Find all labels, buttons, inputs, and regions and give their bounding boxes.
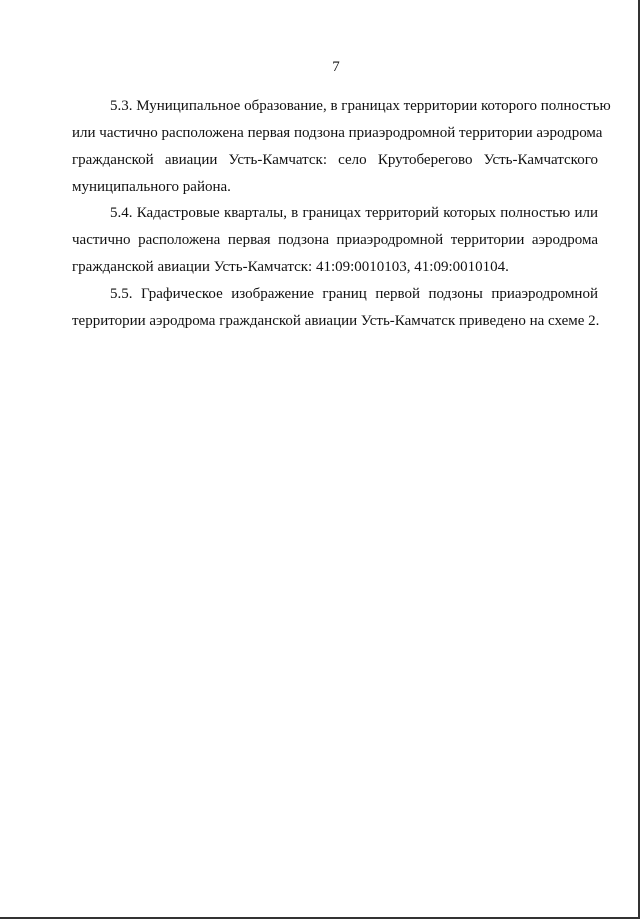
text-line: муниципального района. <box>72 179 231 195</box>
text-line: 5.3. Муниципальное образование, в границах территории которого полностью <box>110 98 611 114</box>
text-line: гражданской авиации Усть-Камчатск: 41:09:0010103, 41:09:0010104. <box>72 259 509 275</box>
text-line: 5.4. Кадастровые кварталы, в границах территорий которых полностью или <box>110 205 598 221</box>
text-line: территории аэродрома гражданской авиации Усть-Камчатск приведено на схеме 2. <box>72 313 600 329</box>
page-number: 7 <box>332 59 340 75</box>
text-line: гражданской авиации Усть-Камчатск: село Крутоберегово Усть-Камчатского <box>72 152 598 168</box>
text-line: 5.5. Графическое изображение границ первой подзоны приаэродромной <box>110 286 598 302</box>
text-line: частично расположена первая подзона приаэродромной территории аэродрома <box>72 232 598 248</box>
text-line: или частично расположена первая подзона приаэродромной территории аэродрома <box>72 125 603 141</box>
